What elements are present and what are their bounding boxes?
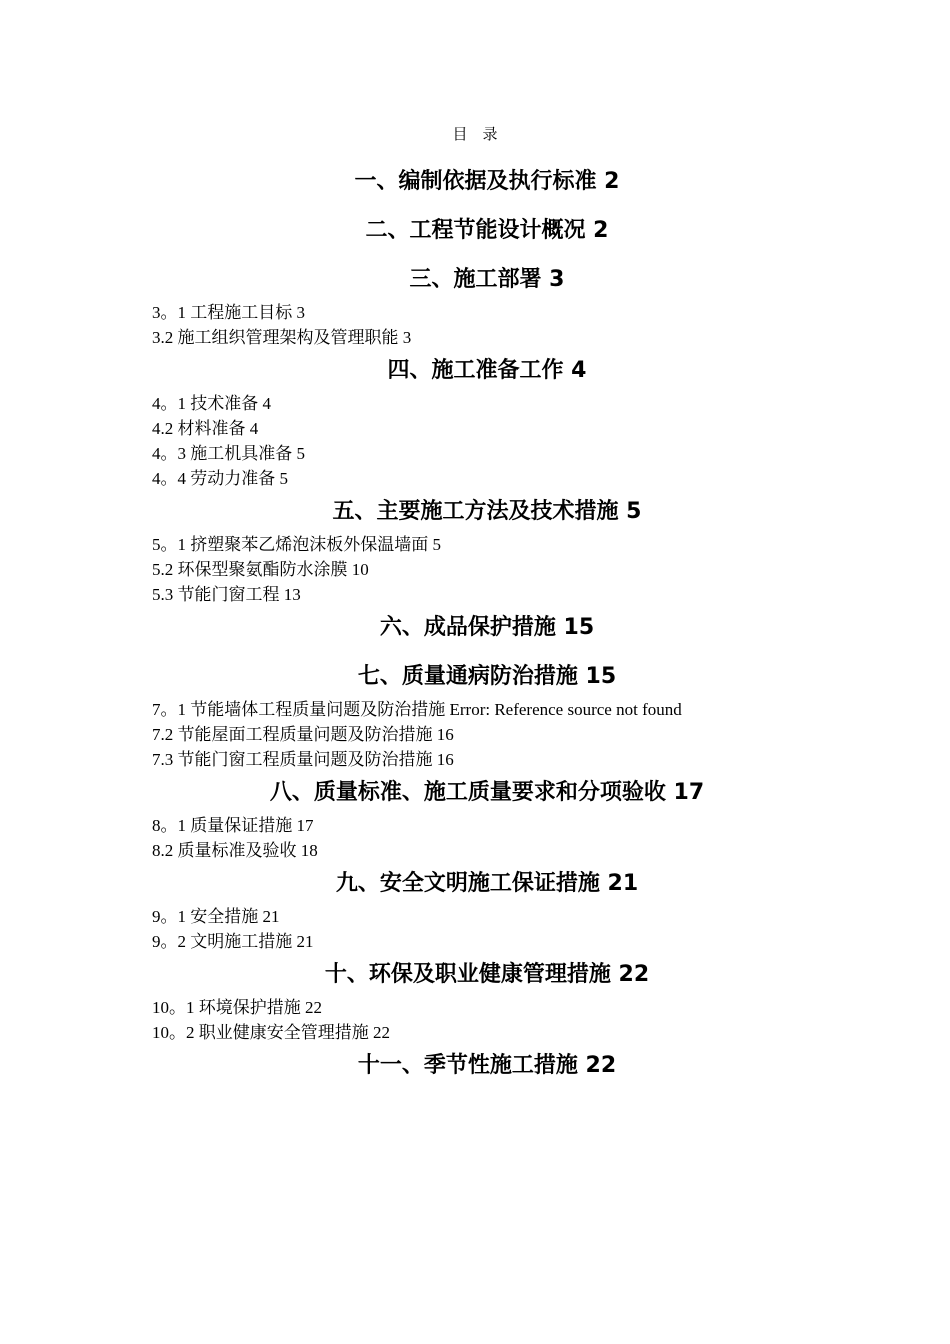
toc-subheading-5-2[interactable]: 5.2 环保型聚氨酯防水涂膜 10 xyxy=(152,560,369,579)
toc-subsection-group-10 xyxy=(152,996,832,1046)
toc-subsection-group-5 xyxy=(152,533,832,608)
toc-title: 目 录 xyxy=(452,125,498,143)
toc-heading-3[interactable]: 三、施工部署 3 xyxy=(409,267,565,292)
toc-subheading-8-1[interactable]: 8。1 质量保证措施 17 xyxy=(152,816,314,835)
toc-heading-10[interactable]: 十、环保及职业健康管理措施 22 xyxy=(324,962,650,987)
toc-heading-11[interactable]: 十一、季节性施工措施 22 xyxy=(357,1053,617,1078)
toc-subsection-group-8 xyxy=(152,814,832,864)
toc-heading-5[interactable]: 五、主要施工方法及技术措施 5 xyxy=(332,499,642,524)
toc-heading-6[interactable]: 六、成品保护措施 15 xyxy=(379,615,595,640)
toc-subheading-4-1[interactable]: 4。1 技术准备 4 xyxy=(152,394,271,413)
toc-subheading-5-1[interactable]: 5。1 挤塑聚苯乙烯泡沫板外保温墙面 5 xyxy=(152,535,441,554)
toc-heading-1[interactable]: 一、编制依据及执行标准 2 xyxy=(354,169,620,194)
toc-subheading-9-2[interactable]: 9。2 文明施工措施 21 xyxy=(152,932,314,951)
toc-heading-9[interactable]: 九、安全文明施工保证措施 21 xyxy=(335,871,639,896)
toc-subheading-9-1[interactable]: 9。1 安全措施 21 xyxy=(152,907,280,926)
toc-subheading-8-2[interactable]: 8.2 质量标准及验收 18 xyxy=(152,841,318,860)
toc-subheading-3-2[interactable]: 3.2 施工组织管理架构及管理职能 3 xyxy=(152,328,412,347)
toc-subheading-7-1[interactable]: 7。1 节能墙体工程质量问题及防治措施 Error: Reference source not found xyxy=(152,700,682,719)
toc-heading-2[interactable]: 二、工程节能设计概况 2 xyxy=(365,218,609,243)
toc-subheading-4-3[interactable]: 4。3 施工机具准备 5 xyxy=(152,444,305,463)
toc-heading-4[interactable]: 四、施工准备工作 4 xyxy=(387,358,587,383)
toc-subsection-group-9 xyxy=(152,905,832,955)
toc-subheading-7-2[interactable]: 7.2 节能屋面工程质量问题及防治措施 16 xyxy=(152,725,454,744)
toc-subheading-10-1[interactable]: 10。1 环境保护措施 22 xyxy=(152,998,322,1017)
toc-subheading-4-2[interactable]: 4.2 材料准备 4 xyxy=(152,419,259,438)
toc-subsection-group-4 xyxy=(152,392,832,492)
toc-subheading-7-3[interactable]: 7.3 节能门窗工程质量问题及防治措施 16 xyxy=(152,750,454,769)
toc-subheading-5-3[interactable]: 5.3 节能门窗工程 13 xyxy=(152,585,301,604)
toc-subsection-group-7 xyxy=(152,698,832,773)
table-of-contents xyxy=(152,164,832,1084)
toc-heading-8[interactable]: 八、质量标准、施工质量要求和分项验收 17 xyxy=(269,780,705,805)
toc-subheading-4-4[interactable]: 4。4 劳动力准备 5 xyxy=(152,469,288,488)
toc-subheading-10-2[interactable]: 10。2 职业健康安全管理措施 22 xyxy=(152,1023,390,1042)
toc-subsection-group-3 xyxy=(152,301,832,351)
toc-heading-7[interactable]: 七、质量通病防治措施 15 xyxy=(357,664,617,689)
toc-subheading-3-1[interactable]: 3。1 工程施工目标 3 xyxy=(152,303,305,322)
